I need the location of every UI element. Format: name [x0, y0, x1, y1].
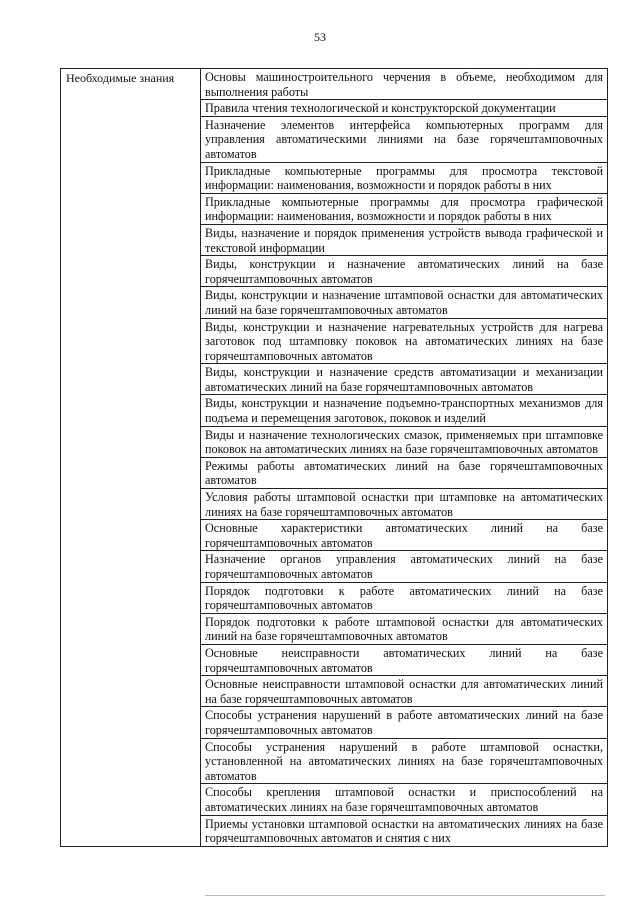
knowledge-table — [60, 68, 608, 847]
knowledge-item: Виды, назначение и порядок применения устройств вывода графической и текстовой информации — [201, 225, 607, 256]
knowledge-item: Виды, конструкции и назначение автоматических линий на базе горячештамповочных автоматов — [201, 256, 607, 287]
knowledge-item: Назначение элементов интерфейса компьютерных программ для управления автоматическими линиями на базе горячештамповочных автоматов — [201, 117, 607, 163]
knowledge-item: Порядок подготовки к работе автоматических линий на базе горячештамповочных автоматов — [201, 583, 607, 614]
knowledge-item: Виды, конструкции и назначение нагревательных устройств для нагрева заготовок под штамповку поковок на автоматических линиях на базе горячештамповочных автоматов — [201, 319, 607, 365]
knowledge-item: Виды и назначение технологических смазок, применяемых при штамповке поковок на автоматических линиях на базе горячештамповочных автоматов — [201, 427, 607, 458]
page-number: 53 — [314, 30, 326, 44]
knowledge-item: Правила чтения технологической и конструкторской документации — [201, 100, 607, 117]
knowledge-item: Основы машиностроительного черчения в объеме, необходимом для выполнения работы — [201, 69, 607, 100]
knowledge-item: Способы устранения нарушений в работе автоматических линий на базе горячештамповочных автоматов — [201, 707, 607, 738]
section-label: Необходимые знания — [61, 69, 201, 846]
knowledge-item: Назначение органов управления автоматических линий на базе горячештамповочных автоматов — [201, 551, 607, 582]
knowledge-item: Режимы работы автоматических линий на базе горячештамповочных автоматов — [201, 458, 607, 489]
knowledge-item: Основные неисправности автоматических линий на базе горячештамповочных автоматов — [201, 645, 607, 676]
knowledge-item: Виды, конструкции и назначение подъемно-транспортных механизмов для подъема и перемещения заготовок, поковок и изделий — [201, 395, 607, 426]
bottom-rule — [205, 895, 605, 896]
knowledge-item: Приемы установки штамповой оснастки на автоматических линиях на базе горячештамповочных автоматов и снятия с них — [205, 816, 603, 846]
knowledge-item: Способы крепления штамповой оснастки и приспособлений на автоматических линиях на базе горячештамповочных автоматов — [201, 784, 607, 815]
knowledge-item: Виды, конструкции и назначение штамповой оснастки для автоматических линий на базе горячештамповочных автоматов — [201, 287, 607, 318]
knowledge-item: Основные характеристики автоматических линий на базе горячештамповочных автоматов — [201, 520, 607, 551]
knowledge-item: Прикладные компьютерные программы для просмотра текстовой информации: наименования, возможности и порядок работы в них — [201, 163, 607, 194]
knowledge-item: Порядок подготовки к работе штамповой оснастки для автоматических линий на базе горячештамповочных автоматов — [201, 614, 607, 645]
items-column — [201, 69, 607, 846]
knowledge-item: Основные неисправности штамповой оснастки для автоматических линий на базе горячештамповочных автоматов — [201, 676, 607, 707]
knowledge-item: Прикладные компьютерные программы для просмотра графической информации: наименования, возможности и порядок работы в них — [201, 194, 607, 225]
knowledge-item: Виды, конструкции и назначение средств автоматизации и механизации автоматических линий на базе горячештамповочных автоматов — [201, 364, 607, 395]
knowledge-item: Условия работы штамповой оснастки при штамповке на автоматических линиях на базе горячештамповочных автоматов — [201, 489, 607, 520]
knowledge-item: Способы устранения нарушений в работе штамповой оснастки, установленной на автоматических линиях на базе горячештамповочных автоматов — [201, 739, 607, 785]
